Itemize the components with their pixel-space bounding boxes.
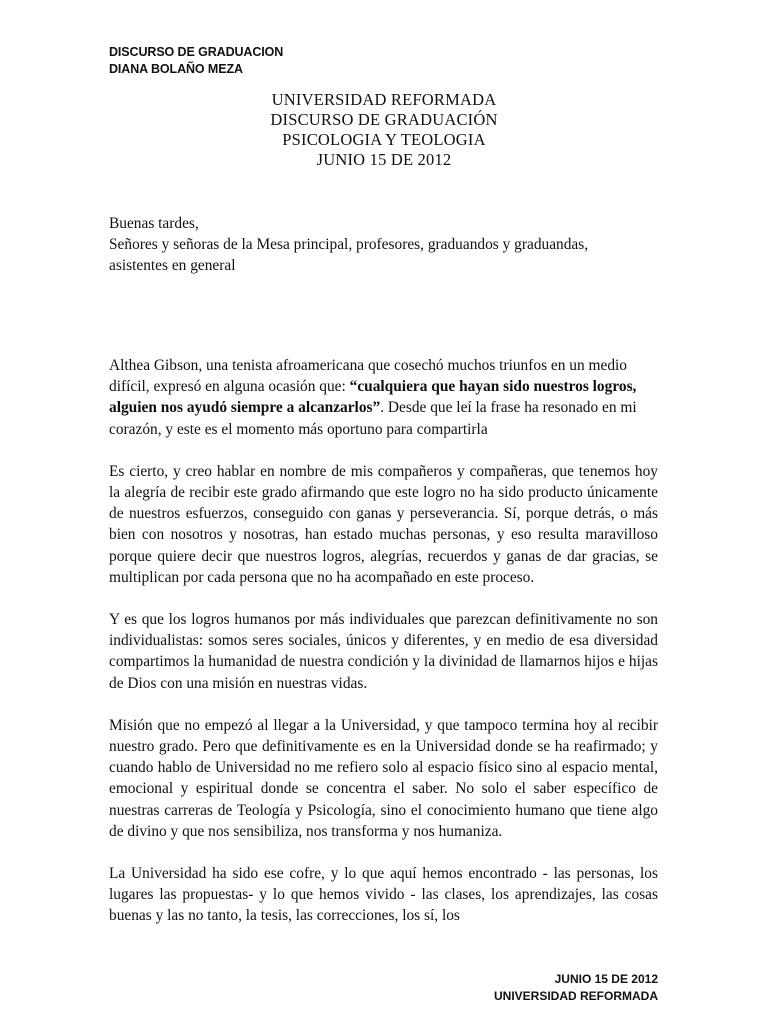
- footer-institution: UNIVERSIDAD REFORMADA: [493, 989, 658, 1003]
- title-university: UNIVERSIDAD REFORMADA: [271, 90, 497, 109]
- title-block: [0, 90, 768, 170]
- paragraph-3: Y es que los logros humanos por más individuales que parezcan definitivamente no son individualistas: somos seres sociales, únicos y diferentes, y en medio de esa diversidad compartimos la humanidad de nuestra condición y la divinidad de llamarnos hijos e hijas de Dios con una misión en nuestras vidas.: [109, 611, 658, 692]
- document-type: DISCURSO DE GRADUACION: [109, 45, 284, 59]
- title-programs: PSICOLOGIA Y TEOLOGIA: [282, 130, 486, 149]
- paragraph-1-quote: “cualquiera que hayan sido nuestros logros, alguien nos ayudó siempre a alcanzarlos”: [109, 378, 637, 417]
- paragraph-1-end: . Desde que leí la frase ha resonado en mi corazón, y este es el momento más oportuno para compartirla: [109, 399, 637, 438]
- paragraph-1-intro: Althea Gibson, una tenista afroamericana que cosechó muchos triunfos en un medio difícil, expresó en alguna ocasión que:: [109, 357, 627, 396]
- document-header: [109, 44, 283, 78]
- speech-body: [109, 355, 658, 948]
- page-footer: [494, 971, 658, 1005]
- title-speech: DISCURSO DE GRADUACIÓN: [270, 110, 498, 129]
- author-name: DIANA BOLAÑO MEZA: [109, 62, 243, 76]
- footer-date: JUNIO 15 DE 2012: [554, 972, 658, 986]
- greeting-line-1: Buenas tardes,: [109, 215, 199, 232]
- greeting-line-3: asistentes en general: [109, 257, 236, 274]
- paragraph-4: Misión que no empezó al llegar a la Universidad, y que tampoco termina hoy al recibir nuestro grado. Pero que definitivamente es en la Universidad donde se ha reafirmado; y cuando hablo de Universidad no me refiero solo al espacio físico sino al espacio mental, emocional y espiritual donde se concentra el saber. No solo el saber específico de nuestras carreras de Teología y Psicología, sino el conocimiento humano que tiene algo de divino y que nos sensibiliza, nos transforma y nos humaniza.: [109, 716, 658, 840]
- paragraph-2: Es cierto, y creo hablar en nombre de mis compañeros y compañeras, que tenemos hoy la alegría de recibir este grado afirmando que este logro no ha sido producto únicamente de nuestros esfuerzos, conseguido con ganas y perseverancia. Sí, porque detrás, o más bien con nosotros y nosotras, han estado muchas personas, y eso resulta maravilloso porque quiere decir que nuestros logros, alegrías, recuerdos y ganas de dar gracias, se multiplican por cada persona que no ha acompañado en este proceso.: [109, 462, 658, 586]
- paragraph-5: La Universidad ha sido ese cofre, y lo que aquí hemos encontrado - las personas, los lugares las propuestas- y lo que hemos vivido - las clases, los aprendizajes, las cosas buenas y las no tanto, la tesis, las correcciones, los sí, los: [109, 865, 658, 925]
- greeting: [109, 213, 669, 276]
- title-date: JUNIO 15 DE 2012: [316, 150, 452, 169]
- paragraph-1: [109, 355, 658, 440]
- greeting-line-2: Señores y señoras de la Mesa principal, profesores, graduandos y graduandas,: [109, 236, 589, 253]
